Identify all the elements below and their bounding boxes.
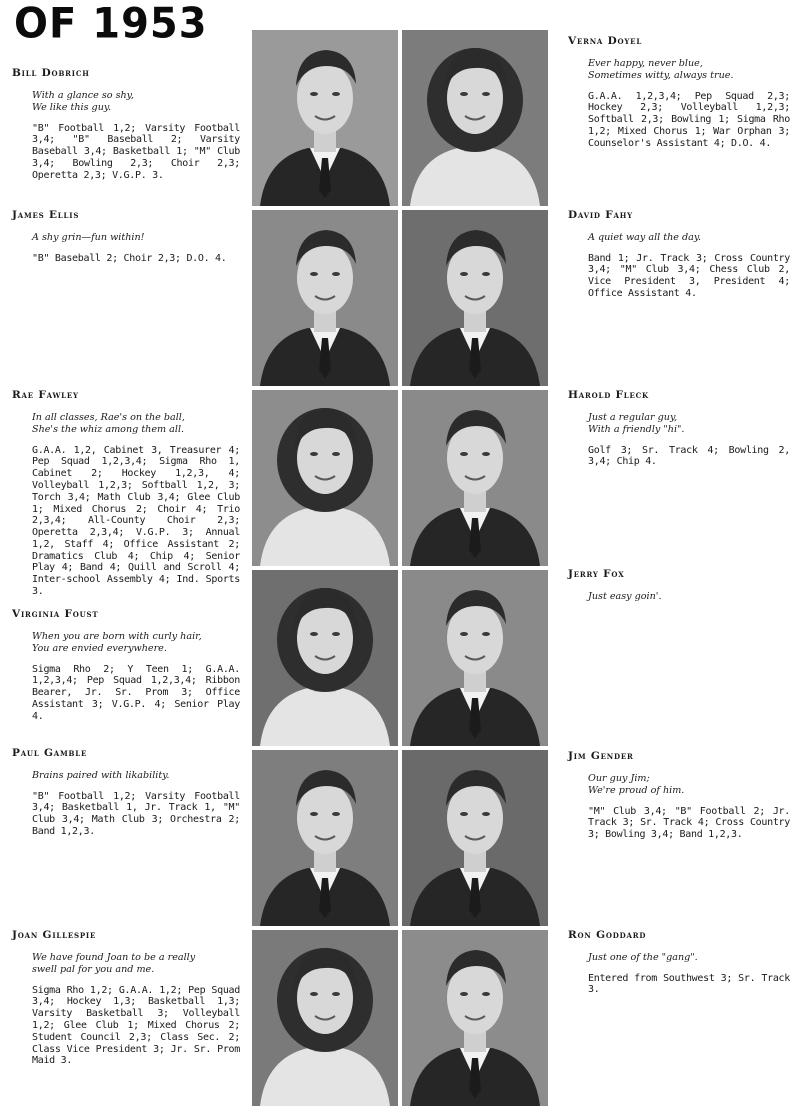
student-motto: A quiet way all the day. — [588, 231, 702, 243]
student-name: Rae Fawley — [12, 389, 79, 401]
student-entry-joan-gillespie — [12, 930, 240, 1067]
portrait-photo — [252, 210, 398, 386]
student-motto: Just a regular guy, With a friendly "hi". — [588, 411, 685, 435]
portrait-silhouette — [402, 750, 548, 926]
student-entry-james-ellis — [12, 210, 240, 264]
portrait-silhouette — [252, 570, 398, 746]
student-motto: Our guy Jim; We're proud of him. — [588, 772, 685, 796]
portrait-photo — [252, 570, 398, 746]
portrait-photo — [402, 30, 548, 206]
student-motto: Ever happy, never blue, Sometimes witty, always true. — [588, 57, 734, 81]
portrait-silhouette — [252, 930, 398, 1106]
portrait-photo — [402, 750, 548, 926]
portrait-silhouette — [252, 390, 398, 566]
student-entry-jim-gender — [568, 751, 790, 841]
student-motto: Just one of the "gang". — [588, 951, 698, 963]
portrait-photo — [402, 570, 548, 746]
student-activities: Sigma Rho 2; Y Teen 1; G.A.A. 1,2,3,4; Pep Squad 1,2,3,4; Ribbon Bearer, Jr. Sr. Prom 3; Office Assistant 3; V.G.P. 4; Senior Play 4. — [32, 663, 240, 722]
portrait-photo — [402, 390, 548, 566]
student-activities: Entered from Southwest 3; Sr. Track 3. — [588, 972, 790, 996]
portrait-photo — [252, 750, 398, 926]
student-entry-virginia-foust — [12, 609, 240, 723]
student-entry-bill-dobrich — [12, 68, 240, 182]
portrait-photo — [402, 210, 548, 386]
student-activities: Golf 3; Sr. Track 4; Bowling 2, 3,4; Chip 4. — [588, 444, 790, 468]
portrait-photo — [402, 930, 548, 1106]
student-name: Jerry Fox — [568, 568, 625, 580]
portrait-silhouette — [402, 30, 548, 206]
student-motto: A shy grin—fun within! — [32, 231, 145, 243]
student-name: David Fahy — [568, 209, 633, 221]
student-activities: G.A.A. 1,2,3,4; Pep Squad 2,3; Hockey 2,3; Volleyball 1,2,3; Softball 2,3; Bowling 1; Sigma Rho 1,2; Mixed Chorus 1; War Orphan 3; Counselor's Assistant 4; D.O. 4. — [588, 90, 790, 149]
student-entry-jerry-fox — [568, 569, 790, 612]
student-activities: G.A.A. 1,2, Cabinet 3, Treasurer 4; Pep Squad 1,2,3,4; Sigma Rho 1, Cabinet 2; Hockey 1,2,3, 4; Volleyball 1,2,3; Softball 1,2, 3; Torch 3,4; Math Club 3,4; Glee Club 1; Mixed Chorus 2; Choir 4; Trio 2,3,4; All-County Choir 2,3; Operetta 2,3,4; V.G.P. 3; Annual 1,2, Staff 4; Office Assistant 2; Dramatics Club 4; Chip 4; Senior Play 4; Band 4; Quill and Scroll 4; Inter-school Assembly 4; Ind. Sports 3. — [32, 444, 240, 598]
portrait-silhouette — [402, 930, 548, 1106]
student-activities: "B" Football 1,2; Varsity Football 3,4; "B" Baseball 2; Varsity Baseball 3,4; Basketball 1; "M" Club 3,4; Bowling 2,3; Choir 2,3; Operetta 2,3; V.G.P. 3. — [32, 122, 240, 181]
student-activities: "M" Club 3,4; "B" Football 2; Jr. Track 3; Sr. Track 4; Cross Country 3; Bowling 3,4; Band 1,2,3. — [588, 805, 790, 841]
student-motto: When you are born with curly hair, You are envied everywhere. — [32, 630, 202, 654]
student-entry-ron-goddard — [568, 930, 790, 996]
portrait-photo — [252, 390, 398, 566]
student-name: Paul Gamble — [12, 747, 88, 759]
portrait-photo — [252, 30, 398, 206]
portrait-photo — [252, 930, 398, 1106]
student-entry-harold-fleck — [568, 390, 790, 468]
portrait-silhouette — [252, 750, 398, 926]
portrait-silhouette — [402, 210, 548, 386]
student-name: Harold Fleck — [568, 389, 649, 401]
student-name: Ron Goddard — [568, 929, 647, 941]
student-motto: Brains paired with likability. — [32, 769, 170, 781]
portrait-silhouette — [252, 30, 398, 206]
student-motto: In all classes, Rae's on the ball, She's the whiz among them all. — [32, 411, 185, 435]
student-name: James Ellis — [12, 209, 80, 221]
student-motto: Just easy goin'. — [588, 590, 662, 602]
student-entry-rae-fawley — [12, 390, 240, 598]
portrait-silhouette — [402, 390, 548, 566]
student-entry-verna-doyel — [568, 36, 790, 150]
student-name: Joan Gillespie — [12, 929, 97, 941]
student-activities: Sigma Rho 1,2; G.A.A. 1,2; Pep Squad 3,4; Hockey 1,3; Basketball 1,3; Varsity Basketball 3; Volleyball 1,2; Glee Club 1; Mixed Chorus 2; Student Council 2,3; Class Sec. 2; Class Vice President 3; Jr. Sr. Prom Maid 3. — [32, 984, 240, 1067]
student-activities: "B" Baseball 2; Choir 2,3; D.O. 4. — [32, 252, 227, 264]
student-motto: With a glance so shy, We like this guy. — [32, 89, 134, 113]
student-name: Virginia Foust — [12, 608, 99, 620]
student-activities: "B" Football 1,2; Varsity Football 3,4; Basketball 1, Jr. Track 1, "M" Club 3,4; Math Club 3; Orchestra 2; Band 1,2,3. — [32, 790, 240, 837]
portrait-silhouette — [252, 210, 398, 386]
student-motto: We have found Joan to be a really swell pal for you and me. — [32, 951, 196, 975]
student-name: Verna Doyel — [568, 35, 643, 47]
portrait-silhouette — [402, 570, 548, 746]
student-activities: Band 1; Jr. Track 3; Cross Country 3,4; "M" Club 3,4; Chess Club 2, Vice President 3, President 4; Office Assistant 4. — [588, 252, 790, 299]
student-name: Bill Dobrich — [12, 67, 90, 79]
student-entry-paul-gamble — [12, 748, 240, 838]
page-title: OF 1953 — [14, 0, 208, 49]
student-entry-david-fahy — [568, 210, 790, 300]
student-name: Jim Gender — [568, 750, 634, 762]
